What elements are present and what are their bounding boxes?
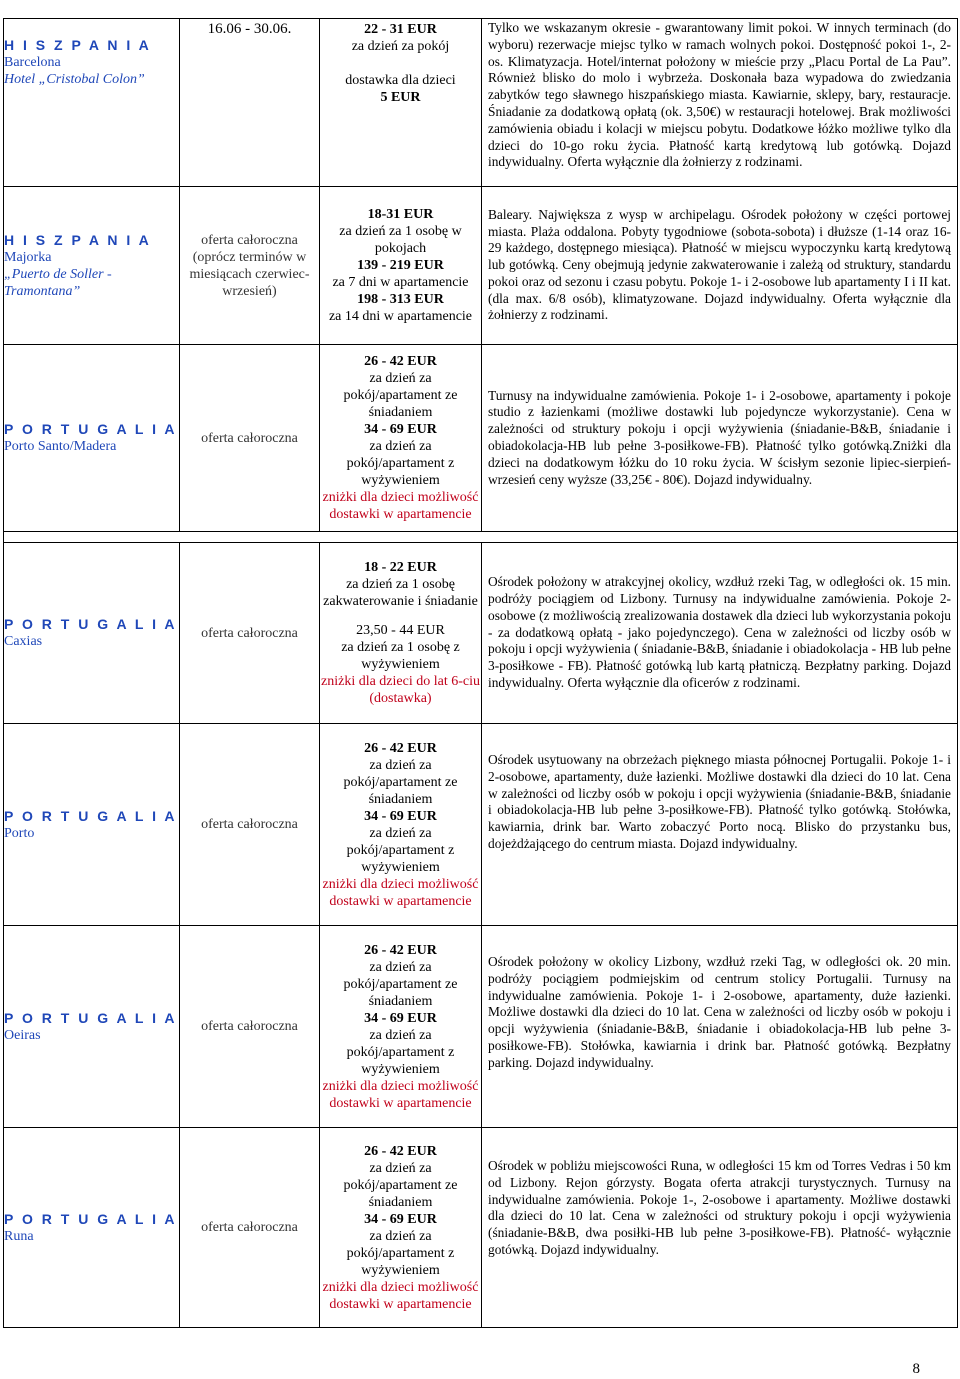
discount-note: zniżki dla dzieci możliwość dostawki w apartamencie — [322, 490, 479, 522]
price-value: 34 - 69 EUR — [364, 808, 437, 824]
offer-row-porto-santo — [4, 345, 958, 532]
price-cell — [320, 543, 482, 724]
city-label: Barcelona — [4, 55, 61, 70]
offers-table — [3, 18, 958, 1328]
price-value: 18 - 22 EUR — [364, 560, 437, 575]
price-cell — [320, 724, 482, 926]
price-cell — [320, 926, 482, 1128]
page-number: 8 — [912, 1361, 920, 1377]
country-label: H I S Z P A N I A — [4, 231, 152, 248]
price-cell — [320, 187, 482, 345]
price-value: 18-31 EUR — [367, 207, 434, 222]
price-note: za 14 dni w apartamencie — [328, 309, 473, 324]
price-value: 5 EUR — [380, 90, 421, 105]
price-note: za dzień za pokój/apartament z wyżywieniem — [346, 439, 455, 488]
price-note: za dzień za pokój/apartament z wyżywieniem — [346, 1027, 455, 1077]
price-value: 26 - 42 EUR — [364, 354, 437, 369]
destination-cell — [4, 543, 180, 724]
offer-row-runa — [4, 1128, 958, 1328]
price-cell — [320, 345, 482, 532]
discount-note: zniżki dla dzieci możliwość dostawki w apartamencie — [322, 876, 479, 909]
period-cell: oferta całoroczna — [180, 1128, 320, 1328]
city-label: Caxias — [4, 634, 43, 649]
price-note: za dzień za 1 osobę z wyżywieniem — [341, 640, 460, 672]
description-cell: Ośrodek położony w okolicy Lizbony, wzdłuż rzeki Tag, w odległości ok. 20 min. podróży pociągiem podmiejskim od centrum stolicy Portugalii. Turnusy na indywidualne zamówienia. Pokoje 1- i 2-osobowe, apartamenty, duże łazienki. Możliwe dostawki dla dzieci do 10 lat. Cena w zależności od liczby osób w pokoju i opcji wyżywienia (śniadanie-B&B, śniadanie i obiadokolacja-HB lub pełne 3-posiłkowe-FB). Stołówka, kawiarnia i drink bar. Płatność gotówką. Bezpłatny parking. Dojazd indywidualny. — [482, 926, 958, 1128]
period-cell: oferta całoroczna — [180, 724, 320, 926]
destination-cell — [4, 926, 180, 1128]
hotel-label: „Puerto de Soller - Tramontana” — [4, 266, 112, 299]
price-cell — [320, 19, 482, 187]
price-value: 34 - 69 EUR — [364, 422, 437, 437]
destination-cell — [4, 724, 180, 926]
period-cell: oferta całoroczna — [180, 543, 320, 724]
city-label: Oeiras — [4, 1027, 41, 1043]
city-label: Majorka — [4, 249, 52, 265]
destination-cell — [4, 187, 180, 345]
country-label: P O R T U G A L I A — [4, 1210, 177, 1227]
price-note: za dzień za 1 osobę zakwaterowanie i śniadanie — [323, 577, 478, 609]
price-value: 34 - 69 EUR — [364, 1211, 437, 1227]
price-note: za dzień za pokój/apartament z wyżywieniem — [346, 825, 455, 875]
description-cell: Ośrodek położony w atrakcyjnej okolicy, wzdłuż rzeki Tag, w odległości ok. 15 min. podróży pociągiem od Lizbony. Turnusy na indywidualne zamówienia. Pokoje 2-osobowe (z możliwością zrealizowania dostawek dla dzieci lub wykorzystania pokoju - za dodatkową opłatą - jako pojedynczego). Cena w zależności od liczby osób w pokoju i opcji wyżywienia ( śniadanie-B&B, śniadanie i obiadokolacja - HB lub pełne 3-posiłkowe - FB). Płatność gotówką lub kartą płatniczą. Bezpłatny parking. Dojazd indywidualny. Oferta wyłącznie dla oficerów z rodzinami. — [482, 543, 958, 724]
description-cell: Tylko we wskazanym okresie - gwarantowany limit pokoi. W innych terminach (do wyboru) rezerwacje miejsc tylko w ramach wolnych pokoi. Dostępność pokoi 1-, 2-os. Klimatyzacja. Hotel/internat położony w mieście przy „Placu Portal de La Pau”. Również blisko do molo i wybrzeża. Doskonała baza wypadowa do zwiedzania zabytków tego sławnego hiszpańskiego miasta. Kawiarnie, sklepy, bary, restauracje. Śniadanie za dodatkową opłatą (ok. 3,50€) w restauracji hotelowej. Brak możliwości zamówienia obiadu i kolacji w miejscu pobytu. Dodatkowe łóżko możliwe tylko dla dzieci do 10-go roku życia. Płatność kartą kredytową lub gotówką. Dojazd indywidualny. Oferta wyłącznie dla żołnierzy z rodzinami. — [482, 19, 958, 187]
country-label: P O R T U G A L I A — [4, 807, 177, 824]
city-label: Porto Santo/Madera — [4, 439, 117, 454]
price-note: za dzień za pokój/apartament ze śniadaniem — [343, 959, 458, 1009]
hotel-label: Hotel „Cristobal Colon” — [4, 72, 145, 87]
price-value: 26 - 42 EUR — [364, 942, 437, 958]
price-value: 26 - 42 EUR — [364, 740, 437, 756]
price-value: 26 - 42 EUR — [364, 1143, 437, 1159]
price-note: za dzień za pokój/apartament ze śniadaniem — [343, 757, 458, 807]
discount-note: zniżki dla dzieci możliwość dostawki w apartamencie — [322, 1279, 479, 1312]
country-label: P O R T U G A L I A — [4, 1009, 177, 1026]
description-cell: Turnusy na indywidualne zamówienia. Pokoje 1- i 2-osobowe, apartamenty i pokoje studio z łazienkami (możliwe dostawki lub pojedyncze wykorzystanie). Cena w zależności od struktury pokoju i opcji wyżywienia (śniadanie-B&B, śniadanie i obiadokolacja-HB lub pełne 3-posiłkowe-FB). Płatność tylko gotówką.Zniżki dla dzieci na dodatkowym łóżku do 10 roku życia. W ścisłym sezonie lipiec-sierpień-wrzesień ceny wyższe (33,25€ - 80€). Dojazd indywidualny. — [482, 345, 958, 532]
city-label: Runa — [4, 1228, 34, 1244]
price-value: 139 - 219 EUR — [357, 258, 444, 273]
country-label: P O R T U G A L I A — [4, 616, 177, 632]
period-cell: oferta całoroczna — [180, 345, 320, 532]
destination-cell — [4, 345, 180, 532]
price-note: za dzień za pokój/apartament z wyżywieniem — [346, 1228, 455, 1278]
destination-cell — [4, 1128, 180, 1328]
offer-row-caxias — [4, 543, 958, 724]
price-value: 34 - 69 EUR — [364, 1010, 437, 1026]
offer-row-majorka — [4, 187, 958, 345]
offer-row-barcelona — [4, 19, 958, 187]
description-cell: Ośrodek usytuowany na obrzeżach pięknego miasta północnej Portugalii. Pokoje 1- i 2-osobowe, apartamenty, duże łazienki. Możliwe dostawki dla dzieci do 10 lat. Cena w zależności od liczby osób w pokoju i opcji wyżywienia (śniadanie-B&B, śniadanie i obiadokolacja-HB lub pełne 3-posiłkowe-FB). Płatność tylko gotówką. Stołówka, kawiarnia, drink bar. Warto zobaczyć Porto nocą. Blisko do przystanku bus, dojeżdżającego do centrum miasta. Dojazd indywidualny. — [482, 724, 958, 926]
price-cell — [320, 1128, 482, 1328]
discount-note: zniżki dla dzieci do lat 6-ciu (dostawka) — [321, 674, 480, 706]
period-cell: 16.06 - 30.06. — [180, 19, 320, 187]
country-label: P O R T U G A L I A — [4, 421, 177, 437]
price-note: za dzień za pokój/apartament ze śniadaniem — [343, 371, 458, 420]
offer-row-oeiras — [4, 926, 958, 1128]
price-note: za dzień za pokój — [351, 39, 450, 54]
discount-note: zniżki dla dzieci możliwość dostawki w apartamencie — [322, 1078, 479, 1111]
price-value: 22 - 31 EUR — [364, 22, 437, 37]
offer-row-porto — [4, 724, 958, 926]
price-value: 23,50 - 44 EUR — [356, 623, 445, 638]
country-label: H I S Z P A N I A — [4, 37, 152, 53]
description-cell: Ośrodek w pobliżu miejscowości Runa, w odległości 15 km od Torres Vedras i 50 km od Lizbony. Rejon górzysty. Bogata oferta atrakcji turystycznych. Turnusy na indywidualne zamówienia. Pokoje 1-, 2-osobowe i apartamenty. Możliwe dostawki dla dzieci do 10 lat. Cena w zależności od struktury pokoju i opcji wyżywienia (śniadanie-B&B, dwa posiłki-HB lub pełne 3-posiłkowe-FB). Płatność- wyłącznie gotówką. Dojazd indywidualny. — [482, 1128, 958, 1328]
price-note: dostawka dla dzieci — [345, 73, 456, 88]
price-note: za dzień za pokój/apartament ze śniadaniem — [343, 1160, 458, 1210]
period-cell: oferta całoroczna (oprócz terminów w miesiącach czerwiec-wrzesień) — [180, 187, 320, 345]
city-label: Porto — [4, 825, 35, 841]
price-value: 198 - 313 EUR — [357, 292, 444, 307]
period-cell: oferta całoroczna — [180, 926, 320, 1128]
price-note: za 7 dni w apartamencie — [332, 275, 469, 290]
price-note: za dzień za 1 osobę w pokojach — [339, 224, 462, 256]
destination-cell — [4, 19, 180, 187]
description-cell: Baleary. Największa z wysp w archipelagu. Ośrodek położony w części portowej miasta. Plaża oddalona. Pobyty tygodniowe (sobota-sobota) i dłuższe (1-14 oraz 16-29 każdego, dostępnego miesiąca). Płatność w miejscu wypoczynku kartą kredytową lub gotówką. Ceny obejmują jedynie zakwaterowanie i zależą od struktury, standardu pokoi oraz od sezonu i czasu pobytu. Pokoje 1- i 2-osobowe lub apartamenty I i II kat. (dla max. 6/8 osób), klimatyzowane. Dojazd indywidualny. Oferta wyłącznie dla żołnierzy z rodzinami. — [482, 187, 958, 345]
